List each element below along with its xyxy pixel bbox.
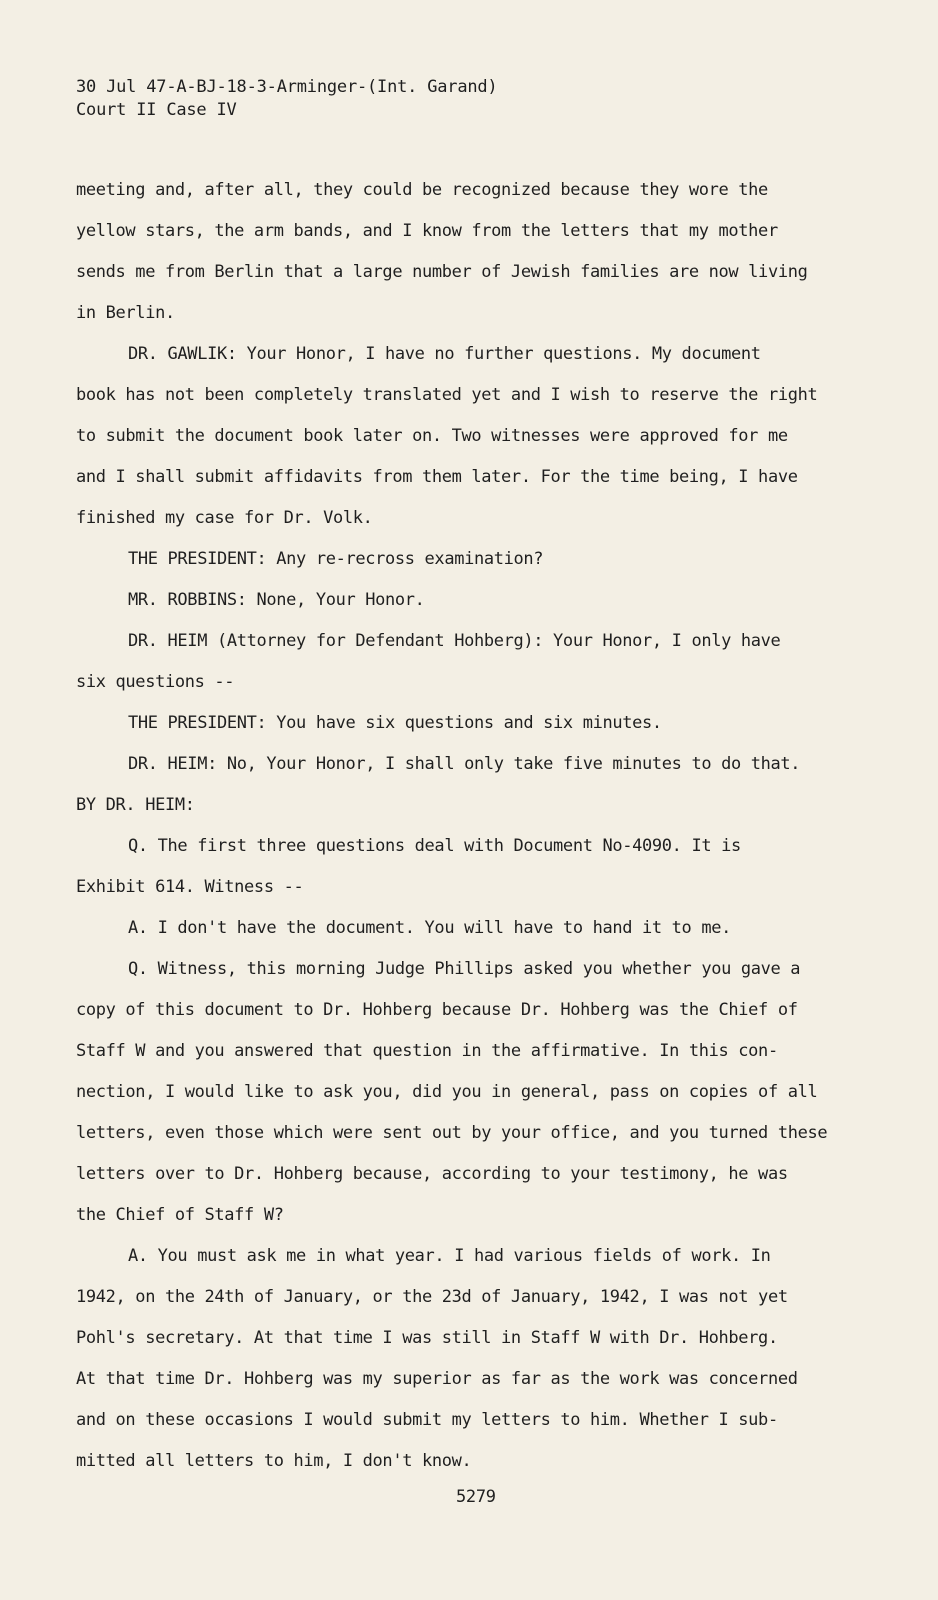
transcript-line: Staff W and you answered that question in the affirmative. In this con- (76, 1041, 778, 1061)
transcript-line: DR. GAWLIK: Your Honor, I have no further questions. My document (128, 344, 761, 364)
transcript-line: 1942, on the 24th of January, or the 23d of January, 1942, I was not yet (76, 1287, 788, 1307)
transcript-line: meeting and, after all, they could be recognized because they wore the (76, 180, 768, 200)
transcript-line: six questions -- (76, 672, 235, 692)
transcript-line: book has not been completely translated yet and I wish to reserve the right (76, 385, 818, 405)
document-header (76, 76, 497, 122)
transcript-line: and on these occasions I would submit my letters to him. Whether I sub- (76, 1410, 778, 1430)
transcript-line: mitted all letters to him, I don't know. (76, 1451, 472, 1471)
transcript-line: Q. The first three questions deal with Document No-4090. It is (128, 836, 741, 856)
transcript-line: sends me from Berlin that a large number of Jewish families are now living (76, 262, 808, 282)
transcript-line: DR. HEIM: No, Your Honor, I shall only take five minutes to do that. (128, 754, 801, 774)
transcript-line: BY DR. HEIM: (76, 795, 195, 815)
transcript-line: THE PRESIDENT: Any re-recross examination? (128, 549, 544, 569)
transcript-line: in Berlin. (76, 303, 175, 323)
transcript-line: letters over to Dr. Hohberg because, according to your testimony, he was (76, 1164, 788, 1184)
transcript-line: and I shall submit affidavits from them later. For the time being, I have (76, 467, 798, 487)
page-number: 5279 (456, 1487, 496, 1507)
transcript-line: nection, I would like to ask you, did you in general, pass on copies of all (76, 1082, 818, 1102)
header-reference-line: 30 Jul 47-A-BJ-18-3-Arminger-(Int. Garand) (76, 77, 498, 97)
transcript-line: copy of this document to Dr. Hohberg because Dr. Hohberg was the Chief of (76, 1000, 798, 1020)
transcript-line: A. I don't have the document. You will have to hand it to me. (128, 918, 731, 938)
transcript-line: A. You must ask me in what year. I had various fields of work. In (128, 1246, 771, 1266)
header-court-line: Court II Case IV (76, 100, 237, 120)
transcript-line: THE PRESIDENT: You have six questions and six minutes. (128, 713, 662, 733)
transcript-line: At that time Dr. Hohberg was my superior as far as the work was concerned (76, 1369, 798, 1389)
transcript-line: Pohl's secretary. At that time I was still in Staff W with Dr. Hohberg. (76, 1328, 778, 1348)
transcript-line: yellow stars, the arm bands, and I know from the letters that my mother (76, 221, 778, 241)
transcript-line: to submit the document book later on. Two witnesses were approved for me (76, 426, 788, 446)
transcript-line: MR. ROBBINS: None, Your Honor. (128, 590, 425, 610)
transcript-line: letters, even those which were sent out by your office, and you turned these (76, 1123, 828, 1143)
transcript-line: finished my case for Dr. Volk. (76, 508, 373, 528)
transcript-line: Q. Witness, this morning Judge Phillips asked you whether you gave a (128, 959, 801, 979)
transcript-line: Exhibit 614. Witness -- (76, 877, 304, 897)
transcript-line: the Chief of Staff W? (76, 1205, 284, 1225)
transcript-line: DR. HEIM (Attorney for Defendant Hohberg): Your Honor, I only have (128, 631, 781, 651)
